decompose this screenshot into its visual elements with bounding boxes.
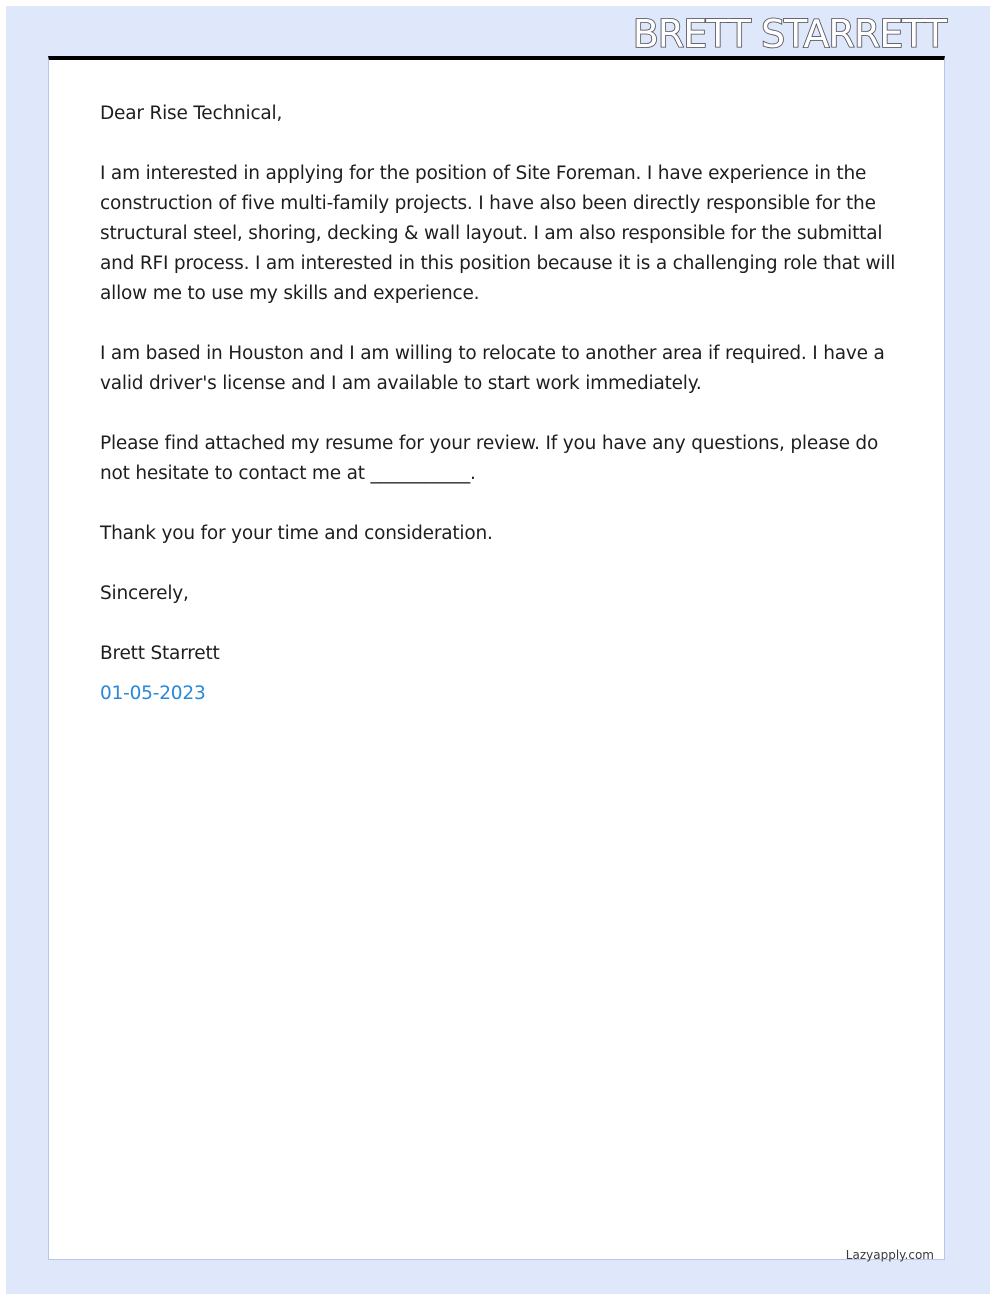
applicant-name-heading: BRETT STARRETT (632, 12, 946, 56)
paragraph-experience: I am interested in applying for the position of Site Foreman. I have experience in the construction of five multi-family projects. I have also been directly responsible for the structural steel, shoring, decking & wall layout. I am also responsible for the submittal and RFI process. I am interested in this position because it is a challenging role that will allow me to use my skills and experience. (100, 163, 896, 304)
salutation: Dear Rise Technical, (100, 103, 283, 124)
footer-watermark: Lazyapply.com (845, 1248, 934, 1262)
closing: Sincerely, (100, 583, 189, 604)
paragraph-contact: Please find attached my resume for your review. If you have any questions, please do not hesitate to contact me at ___________. (100, 433, 879, 484)
paragraph-location: I am based in Houston and I am willing to relocate to another area if required. I have a valid driver's license and I am available to start work immediately. (100, 343, 885, 394)
letter-date: 01-05-2023 (100, 683, 206, 704)
cover-letter-body (100, 99, 900, 739)
signature: Brett Starrett (100, 643, 220, 664)
paragraph-thanks: Thank you for your time and consideration. (100, 523, 493, 544)
